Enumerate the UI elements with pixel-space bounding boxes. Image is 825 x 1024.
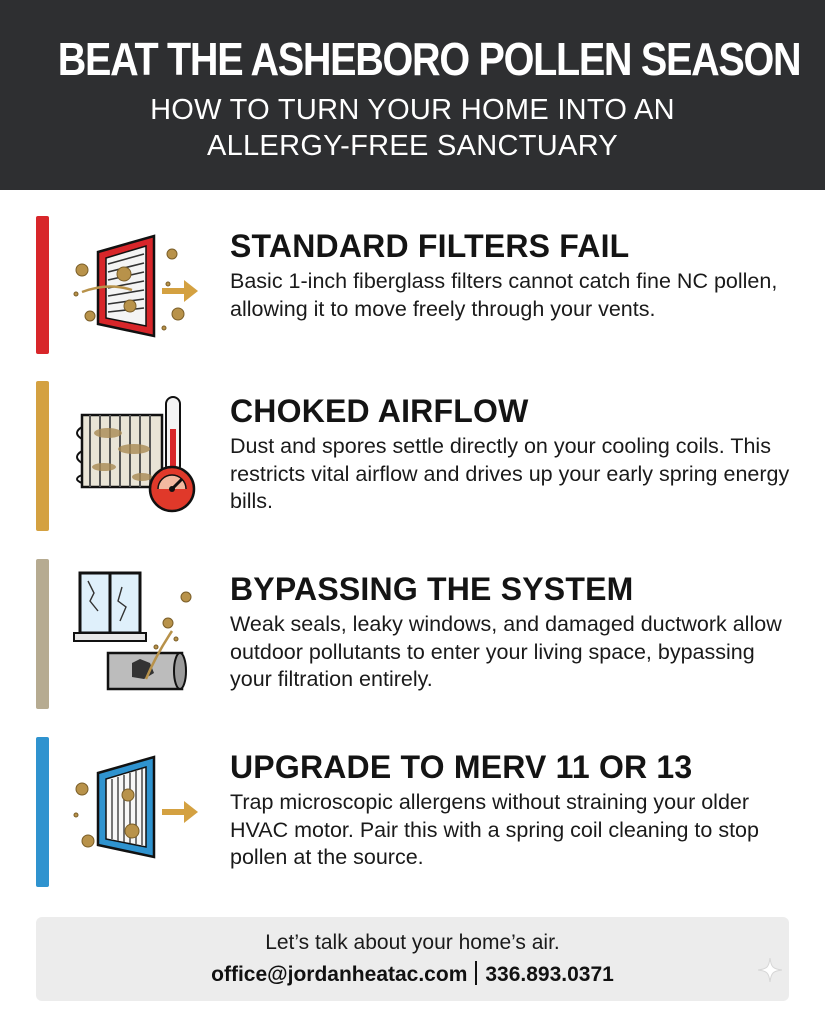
subtitle-line-1: HOW TO TURN YOUR HOME INTO AN	[150, 94, 675, 126]
section-body: Dust and spores settle directly on your cooling coils. This restricts vital airflow and drives up your early spring energy bills.	[230, 434, 790, 513]
header-banner	[0, 0, 825, 190]
section-heading: STANDARD FILTERS FAIL	[230, 228, 630, 264]
email-link[interactable]: office@jordanheatac.com	[211, 963, 468, 986]
section-choked-airflow	[0, 381, 825, 521]
section-heading: CHOKED AIRFLOW	[230, 393, 529, 429]
subtitle-line-2: ALLERGY-FREE SANCTUARY	[206, 130, 619, 162]
section-body: Basic 1-inch fiberglass filters cannot catch fine NC pollen, allowing it to move freely through your vents.	[230, 269, 778, 321]
leaky-window-duct-icon	[68, 567, 208, 695]
clogged-filter-icon	[68, 224, 208, 352]
dirty-coil-thermometer-icon	[68, 389, 208, 517]
accent-bar-red	[36, 216, 49, 354]
section-body: Trap microscopic allergens without straining your older HVAC motor. Pair this with a spring coil cleaning to stop pollen at the source.	[230, 790, 759, 869]
contact-line	[36, 961, 789, 987]
sparkle-icon	[757, 957, 783, 983]
phone-link[interactable]: 336.893.0371	[485, 963, 614, 986]
section-heading: BYPASSING THE SYSTEM	[230, 571, 634, 607]
footer-lead: Let’s talk about your home’s air.	[265, 931, 560, 954]
accent-bar-gold	[36, 381, 49, 531]
accent-bar-tan	[36, 559, 49, 709]
section-standard-filters	[0, 216, 825, 356]
section-bypassing	[0, 559, 825, 699]
page-title: BEAT THE ASHEBORO POLLEN SEASON	[57, 33, 801, 85]
contact-footer	[36, 917, 789, 1001]
section-body: Weak seals, leaky windows, and damaged ductwork allow outdoor pollutants to enter your living space, bypassing your filtration entirely.	[230, 612, 782, 691]
section-upgrade-merv	[0, 737, 825, 877]
divider	[475, 961, 477, 985]
section-heading: UPGRADE TO MERV 11 OR 13	[230, 749, 693, 785]
accent-bar-blue	[36, 737, 49, 887]
merv-filter-icon	[68, 745, 208, 873]
page-subtitle	[0, 92, 825, 164]
